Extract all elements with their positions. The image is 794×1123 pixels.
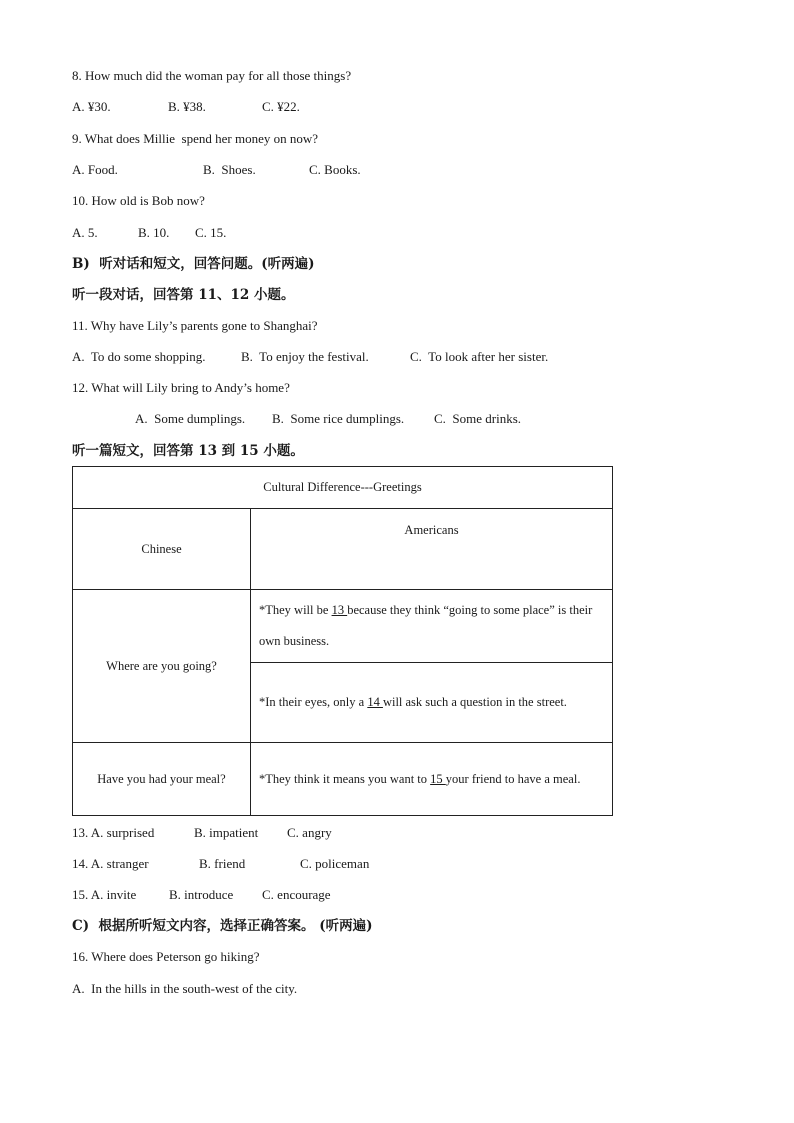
row1a-pre: *They will be <box>259 603 332 617</box>
q16-option-a: A. In the hills in the south-west of the city. <box>72 981 298 996</box>
q13-option-c: C. angry <box>287 825 332 840</box>
q14-option-c: C. policeman <box>300 856 370 871</box>
row2-chinese: Have you had your meal? <box>73 743 251 816</box>
q14-option-a: 14. A. stranger <box>72 856 149 871</box>
question-12: 12. What will Lily bring to Andy’s home? <box>72 380 290 395</box>
row1a-post: because they think “going to some place” is their own business. <box>259 603 593 648</box>
q12-option-a: A. Some dumplings. <box>135 411 246 426</box>
header-chinese: Chinese <box>73 509 251 590</box>
question-16: 16. Where does Peterson go hiking? <box>72 949 260 964</box>
header-americans: Americans <box>251 509 613 590</box>
blank-13: 13 <box>331 603 348 617</box>
table-title: Cultural Difference---Greetings <box>73 467 613 509</box>
q9-option-b: B. Shoes. <box>203 162 256 177</box>
blank-14: 14 <box>367 695 383 709</box>
q9-option-a: A. Food. <box>72 162 118 177</box>
q8-option-b: B. ¥38. <box>168 99 206 114</box>
row1-americans-a <box>251 590 613 663</box>
greetings-table <box>72 466 613 816</box>
dialogue-intro: 听一段对话，回答第 11、12 小题。 <box>72 287 295 303</box>
q12-option-c: C. Some drinks. <box>434 411 522 426</box>
row1b-pre: *In their eyes, only a <box>259 695 368 709</box>
q13-option-a: 13. A. surprised <box>72 825 155 840</box>
q8-option-c: C. ¥22. <box>262 99 300 114</box>
row2-post: your friend to have a meal. <box>445 771 581 786</box>
q10-option-c: C. 15. <box>195 225 227 240</box>
row1b-post: will ask such a question in the street. <box>382 695 567 709</box>
question-9: 9. What does Millie spend her money on now? <box>72 131 318 146</box>
q15-option-b: B. introduce <box>169 887 234 902</box>
row2-pre: *They think it means you want to <box>259 771 431 786</box>
q15-option-c: C. encourage <box>262 887 331 902</box>
section-c-title: C) 根据所听短文内容，选择正确答案。 (听两遍) <box>72 918 373 934</box>
q13-option-b: B. impatient <box>194 825 259 840</box>
section-b-title: B) 听对话和短文，回答问题。(听两遍) <box>72 256 315 272</box>
blank-15: 15 <box>430 771 446 786</box>
q12-option-b: B. Some rice dumplings. <box>272 411 405 426</box>
question-8: 8. How much did the woman pay for all those things? <box>72 68 352 83</box>
row1-chinese: Where are you going? <box>73 590 251 743</box>
q8-option-a: A. ¥30. <box>72 99 111 114</box>
question-11: 11. Why have Lily’s parents gone to Shanghai? <box>72 318 318 333</box>
row1-americans-b <box>251 663 613 743</box>
passage-intro: 听一篇短文，回答第 13 到 15 小题。 <box>72 443 304 459</box>
q11-option-a: A. To do some shopping. <box>72 349 206 364</box>
q15-option-a: 15. A. invite <box>72 887 137 902</box>
q11-option-c: C. To look after her sister. <box>410 349 549 364</box>
question-10: 10. How old is Bob now? <box>72 193 205 208</box>
q10-option-a: A. 5. <box>72 225 98 240</box>
q9-option-c: C. Books. <box>309 162 361 177</box>
row2-americans <box>251 743 613 816</box>
q14-option-b: B. friend <box>199 856 246 871</box>
q10-option-b: B. 10. <box>138 225 170 240</box>
q11-option-b: B. To enjoy the festival. <box>241 349 369 364</box>
